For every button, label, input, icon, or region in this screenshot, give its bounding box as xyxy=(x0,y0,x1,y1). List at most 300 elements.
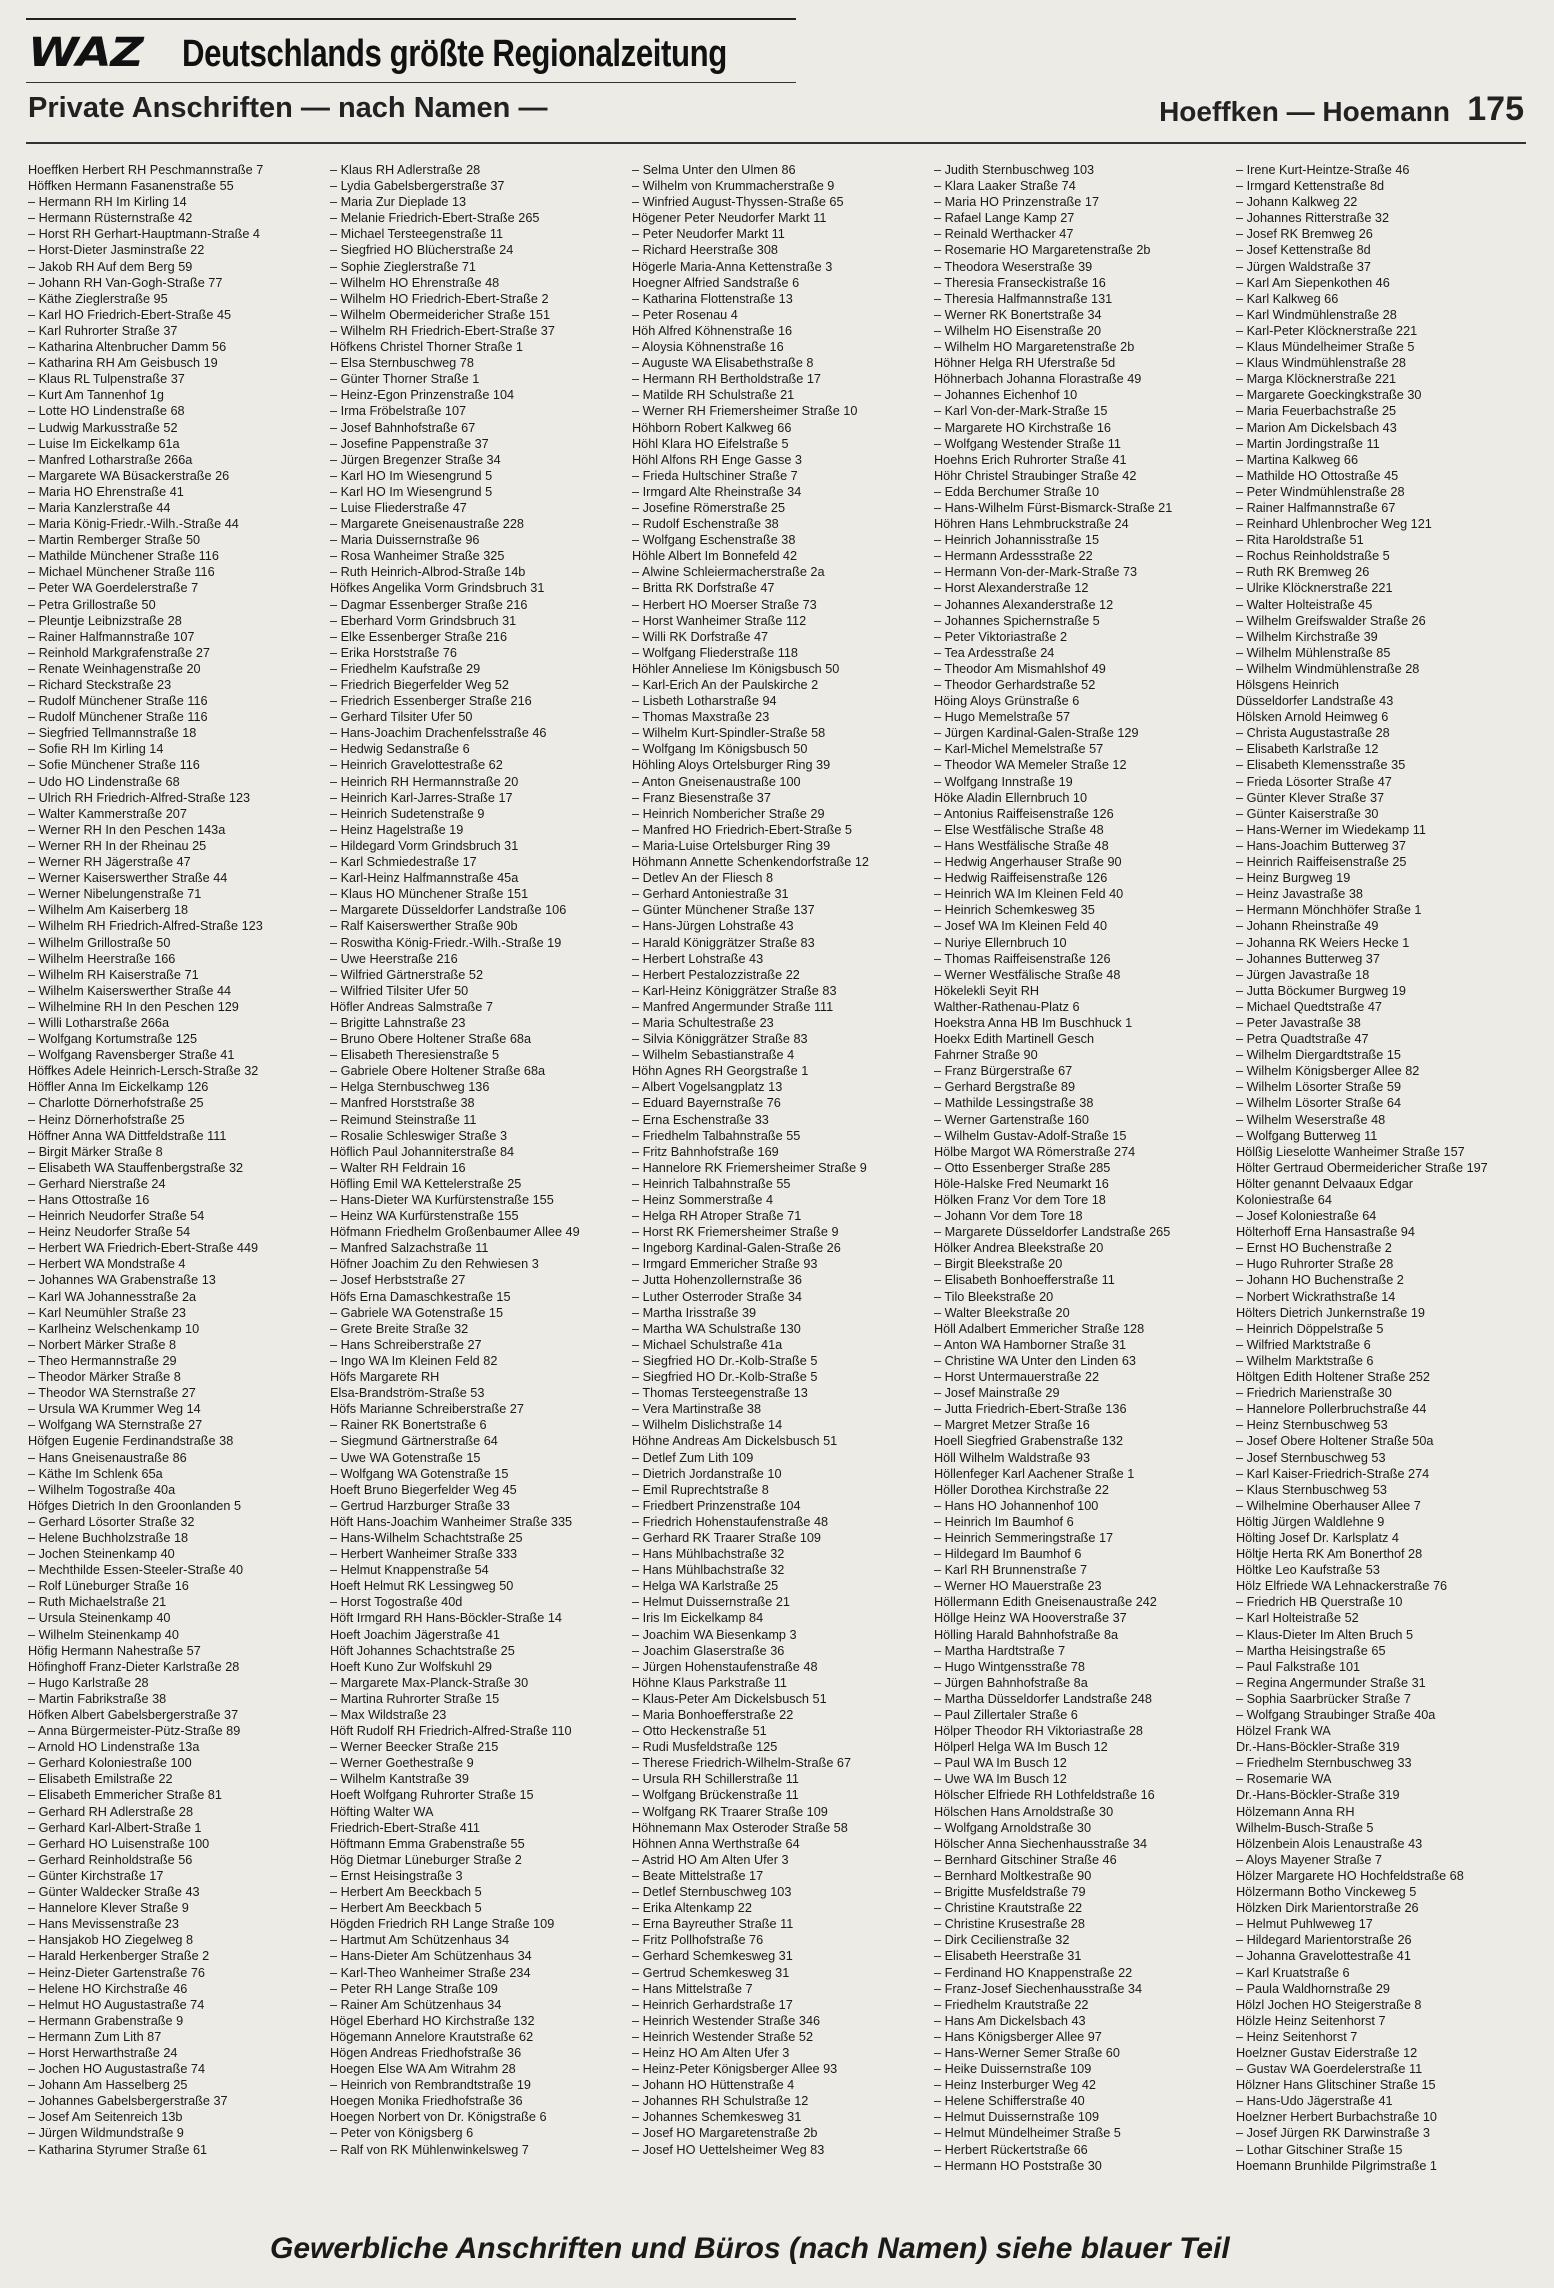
listing-entry: – Aloys Mayener Straße 7 xyxy=(1236,1852,1382,1867)
listing-entry: – Werner RH In den Peschen 143a xyxy=(28,822,226,837)
listing-entry: Höfig Hermann Nahestraße 57 xyxy=(28,1643,201,1658)
listing-entry: – Peter von Königsberg 6 xyxy=(330,2126,474,2141)
listing-entry: – Horst Wanheimer Straße 112 xyxy=(632,613,807,628)
listing-entry: – Hans-Wilhelm Schachtstraße 25 xyxy=(330,1530,523,1545)
listing-entry: – Heinrich von Rembrandtstraße 19 xyxy=(330,2078,531,2093)
listing-entry: – Josef HO Uettelsheimer Weg 83 xyxy=(632,2142,825,2157)
listing-entry: – Theodora Weserstraße 39 xyxy=(934,259,1093,274)
listing-entry: – Elisabeth Bonhoefferstraße 11 xyxy=(934,1273,1115,1288)
listing-entry: Höfling Emil WA Kettelerstraße 25 xyxy=(330,1176,522,1191)
listing-entry: Elsa-Brandström-Straße 53 xyxy=(330,1386,485,1401)
listing-entry: – Ruth RK Bremweg 26 xyxy=(1236,565,1370,580)
listing-entry: – Herbert Wanheimer Straße 333 xyxy=(330,1547,518,1562)
listing-entry: – Heinrich Semmeringstraße 17 xyxy=(934,1530,1114,1545)
listing-entry: Friedrich-Ebert-Straße 411 xyxy=(330,1820,480,1835)
listing-entry: – Walter Holteistraße 45 xyxy=(1236,597,1373,612)
listing-entry: – Horst Untermauerstraße 22 xyxy=(934,1370,1099,1385)
listing-entry: – Heinrich Nombericher Straße 29 xyxy=(632,806,825,821)
listing-entry: – Johann HO Hüttenstraße 4 xyxy=(632,2078,795,2093)
listing-entry: – Werner RH In der Rheinau 25 xyxy=(28,838,207,853)
listing-entry: – Elisabeth WA Stauffenbergstraße 32 xyxy=(28,1160,244,1175)
listing-entry: – Jochen HO Augustastraße 74 xyxy=(28,2062,206,2077)
listing-entry: – Elsa Sternbuschweg 78 xyxy=(330,356,474,371)
listing-entry: – Rosalie Schleswiger Straße 3 xyxy=(330,1128,507,1143)
listing-entry: – Wolfgang WA Gotenstraße 15 xyxy=(330,1466,509,1481)
listing-entry: Hoell Siegfried Grabenstraße 132 xyxy=(934,1434,1124,1449)
listing-entry: – Hannelore RK Friemersheimer Straße 9 xyxy=(632,1160,867,1175)
listing-entry: – Heinrich Westender Straße 52 xyxy=(632,2029,814,2044)
listing-entry: – Hermann Rüsternstraße 42 xyxy=(28,211,193,226)
listing-entry: – Frieda Lösorter Straße 47 xyxy=(1236,774,1392,789)
listing-entry: Höhne Klaus Parkstraße 11 xyxy=(632,1675,787,1690)
listing-entry: – Heinz WA Kurfürstenstraße 155 xyxy=(330,1209,519,1224)
listing-entry: – Wilhelm RH Friedrich-Ebert-Straße 37 xyxy=(330,323,555,338)
listing-entry: – Auguste WA Elisabethstraße 8 xyxy=(632,356,814,371)
listing-entry: Höhren Hans Lehmbruckstraße 24 xyxy=(934,517,1129,532)
listing-entry: – Nuriye Ellernbruch 10 xyxy=(934,935,1067,950)
listing-entry: – Hans HO Johannenhof 100 xyxy=(934,1498,1099,1513)
listing-entry: Höft Rudolf RH Friedrich-Alfred-Straße 110 xyxy=(330,1724,572,1739)
listing-entry: Höltje Herta RK Am Bonerthof 28 xyxy=(1236,1547,1423,1562)
listing-entry: – Manfred HO Friedrich-Ebert-Straße 5 xyxy=(632,822,852,837)
listing-entry: – Rafael Lange Kamp 27 xyxy=(934,211,1075,226)
listing-entry: – Heinrich Gravelottestraße 62 xyxy=(330,758,503,773)
listing-entry: – Petra Quadtstraße 47 xyxy=(1236,1032,1369,1047)
listing-entry: – Irmgard Alte Rheinstraße 34 xyxy=(632,484,802,499)
listing-entry: Hoegen Norbert von Dr. Königstraße 6 xyxy=(330,2110,547,2125)
listing-entry: – Hannelore Klever Straße 9 xyxy=(28,1901,189,1916)
listing-entry: – Gerhard Lösorter Straße 32 xyxy=(28,1514,195,1529)
listing-entry: – Ulrike Klöcknerstraße 221 xyxy=(1236,581,1393,596)
listing-entry: – Sophia Saarbrücker Straße 7 xyxy=(1236,1691,1411,1706)
listing-entry: – Heinz Neudorfer Straße 54 xyxy=(28,1225,191,1240)
listing-entry: – Rosa Wanheimer Straße 325 xyxy=(330,549,505,564)
listing-entry: Höhnen Anna Werthstraße 64 xyxy=(632,1836,800,1851)
listing-entry: – Detlef Zum Lith 109 xyxy=(632,1450,754,1465)
listing-entry: – Josef RK Bremweg 26 xyxy=(1236,227,1373,242)
listing-entry: – Helmut Mündelheimer Straße 5 xyxy=(934,2126,1121,2141)
listing-entry: – Wilhelm Am Kaiserberg 18 xyxy=(28,903,189,918)
listing-entry: – Siegfried Tellmannstraße 18 xyxy=(28,726,197,741)
listing-entry: – Theodor Gerhardstraße 52 xyxy=(934,678,1096,692)
listing-entry: – Manfred Salzachstraße 11 xyxy=(330,1241,489,1256)
listing-entry: – Wilhelm Heerstraße 166 xyxy=(28,951,176,966)
listing-entry: – Johannes Alexanderstraße 12 xyxy=(934,597,1114,612)
listing-entry: Hökelekli Seyit RH xyxy=(934,983,1040,998)
listing-entry: – Gerhard RK Traarer Straße 109 xyxy=(632,1530,821,1545)
listing-entry: – Jürgen Kardinal-Galen-Straße 129 xyxy=(934,726,1139,741)
listing-column-5 xyxy=(1236,162,1526,2174)
listing-entry: Höfs Margarete RH xyxy=(330,1370,440,1385)
listing-entry: – Paula Waldhornstraße 29 xyxy=(1236,1981,1390,1996)
listing-entry: – Maria HO Prinzenstraße 17 xyxy=(934,195,1099,210)
listing-entry: – Lisbeth Lotharstraße 94 xyxy=(632,694,777,709)
listing-entry: – Winfried August-Thyssen-Straße 65 xyxy=(632,195,844,210)
listing-entry: – Herbert WA Friedrich-Ebert-Straße 449 xyxy=(28,1241,259,1256)
listing-entry: – Erna Eschenstraße 33 xyxy=(632,1112,769,1127)
listing-entry: – Peter Neudorfer Markt 11 xyxy=(632,227,785,242)
listing-entry: – Wolfgang Kortumstraße 125 xyxy=(28,1032,198,1047)
listing-entry: – Sofie RH Im Kirling 14 xyxy=(28,742,164,757)
listing-entry: – Johann Rheinstraße 49 xyxy=(1236,919,1379,934)
listing-entry: – Werner Gartenstraße 160 xyxy=(934,1112,1089,1127)
listing-entry: – Erika Horststraße 76 xyxy=(330,645,457,660)
listing-entry: – Hedwig Sedanstraße 6 xyxy=(330,742,470,757)
listing-entry: – Wilhelm Gustav-Adolf-Straße 15 xyxy=(934,1128,1127,1143)
listing-entry: – Gerhard Nierstraße 24 xyxy=(28,1176,166,1191)
listing-entry: – Walter Kammerstraße 207 xyxy=(28,806,187,821)
listing-entry: Hölzner Hans Glitschiner Straße 15 xyxy=(1236,2078,1436,2093)
listing-entry: Höfgen Eugenie Ferdinandstraße 38 xyxy=(28,1434,234,1449)
listing-entry: – Werner RH Friemersheimer Straße 10 xyxy=(632,404,858,419)
listing-entry: – Maria Kanzlerstraße 44 xyxy=(28,500,171,515)
listing-entry: – Gertrud Schemkesweg 31 xyxy=(632,1965,790,1980)
listing-entry: – Norbert Märker Straße 8 xyxy=(28,1337,177,1352)
listing-entry: – Max Wildstraße 23 xyxy=(330,1708,447,1722)
listing-entry: – Helene HO Kirchstraße 46 xyxy=(28,1981,188,1996)
listing-entry: – Michael Tersteegenstraße 11 xyxy=(330,227,504,242)
listing-entry: – Klaus Mündelheimer Straße 5 xyxy=(1236,340,1415,355)
listing-entry: – Friedbert Prinzenstraße 104 xyxy=(632,1498,801,1513)
listing-entry: – Gerhard Koloniestraße 100 xyxy=(28,1756,192,1771)
listing-entry: – Anton Gneisenaustraße 100 xyxy=(632,774,801,789)
listing-entry: Höfinghoff Franz-Dieter Karlstraße 28 xyxy=(28,1659,240,1674)
listing-entry: – Heinz-Dieter Gartenstraße 76 xyxy=(28,1965,205,1980)
listing-entry: Högener Peter Neudorfer Markt 11 xyxy=(632,211,827,226)
listing-entry: – Helmut HO Augustastraße 74 xyxy=(28,1997,205,2012)
listing-entry: – Jürgen Wildmundstraße 9 xyxy=(28,2126,184,2141)
listing-entry: – Heinz-Egon Prinzenstraße 104 xyxy=(330,388,515,403)
listing-entry: – Theo Hermannstraße 29 xyxy=(28,1353,177,1368)
listing-entry: – Heinz Burgweg 19 xyxy=(1236,871,1351,886)
listing-entry: – Reinhold Markgrafenstraße 27 xyxy=(28,645,210,660)
listing-entry: Höflich Paul Johanniterstraße 84 xyxy=(330,1144,515,1159)
listing-entry: – Lothar Gitschiner Straße 15 xyxy=(1236,2142,1403,2157)
listing-entry: – Franz Biesenstraße 37 xyxy=(632,790,771,805)
listing-entry: – Wilhelm Togostraße 40a xyxy=(28,1482,176,1497)
listing-entry: – Elisabeth Theresienstraße 5 xyxy=(330,1048,500,1063)
listing-entry: – Hans-Dieter Am Schützenhaus 34 xyxy=(330,1949,532,1964)
listing-entry: – Klara Laaker Straße 74 xyxy=(934,179,1076,194)
listing-entry: – Irmgard Kettenstraße 8d xyxy=(1236,179,1385,194)
listing-entry: – Wolfgang Arnoldstraße 30 xyxy=(934,1820,1092,1835)
listing-entry: – Karl HO Im Wiesengrund 5 xyxy=(330,468,493,483)
listing-entry: – Günter Thorner Straße 1 xyxy=(330,372,480,387)
listing-entry: Hölzken Dirk Marientorstraße 26 xyxy=(1236,1901,1419,1916)
listing-entry: – Karl Kruatstraße 6 xyxy=(1236,1965,1350,1980)
listing-entry: – Wilhelm Königsberger Allee 82 xyxy=(1236,1064,1420,1079)
listing-entry: – Günter Klever Straße 37 xyxy=(1236,790,1385,805)
listing-entry: Höllermann Edith Gneisenaustraße 242 xyxy=(934,1595,1157,1610)
listing-entry: – Hans Westfälische Straße 48 xyxy=(934,838,1109,853)
listing-entry: – Johannes Schemkesweg 31 xyxy=(632,2110,802,2125)
listing-entry: – Heinz Dörnerhofstraße 25 xyxy=(28,1112,185,1127)
listing-entry: – Wolfgang RK Traarer Straße 109 xyxy=(632,1804,828,1819)
listing-entry: – Katharina Altenbrucher Damm 56 xyxy=(28,340,227,355)
listing-entry: – Gerhard Schemkesweg 31 xyxy=(632,1949,793,1964)
newspaper-logo: WAZ xyxy=(28,30,143,76)
listing-entry: – Ruth Heinrich-Albrod-Straße 14b xyxy=(330,565,526,580)
listing-entry: – Sofie Münchener Straße 116 xyxy=(28,758,200,773)
listing-entry: – Dagmar Essenberger Straße 216 xyxy=(330,597,528,612)
listing-entry: – Maria HO Ehrenstraße 41 xyxy=(28,484,184,499)
listing-entry: – Anton WA Hamborner Straße 31 xyxy=(934,1337,1127,1352)
listing-entry: – Johann Kalkweg 22 xyxy=(1236,195,1358,210)
listing-entry: – Uwe WA Im Busch 12 xyxy=(934,1772,1067,1787)
name-range: Hoeffken — Hoemann xyxy=(1159,96,1450,127)
listing-entry: – Werner HO Mauerstraße 23 xyxy=(934,1579,1102,1594)
listing-entry: – Norbert Wickrathstraße 14 xyxy=(1236,1289,1396,1304)
listing-entry: – Walter Bleekstraße 20 xyxy=(934,1305,1070,1320)
listing-entry: – Detlef Sternbuschweg 103 xyxy=(632,1885,792,1900)
listing-entry: – Irmgard Emmericher Straße 93 xyxy=(632,1257,818,1272)
listing-entry: Hölker Andrea Bleekstraße 20 xyxy=(934,1241,1104,1256)
listing-entry: Höh Alfred Köhnenstraße 16 xyxy=(632,323,793,338)
listing-entry: – Heinrich Neudorfer Straße 54 xyxy=(28,1209,205,1224)
listing-entry: – Helene Buchholzstraße 18 xyxy=(28,1530,189,1545)
listing-entry: – Heinz Insterburger Weg 42 xyxy=(934,2078,1096,2093)
listing-entry: – Johannes Eichenhof 10 xyxy=(934,388,1078,403)
listing-entry: Hölzle Heinz Seitenhorst 7 xyxy=(1236,2013,1386,2028)
listing-entry: – Antonius Raiffeisenstraße 126 xyxy=(934,806,1114,821)
listing-entry: – Martha WA Schulstraße 130 xyxy=(632,1321,801,1336)
listing-entry: – Josef Jürgen RK Darwinstraße 3 xyxy=(1236,2126,1430,2141)
listing-entry: – Lydia Gabelsbergerstraße 37 xyxy=(330,179,505,194)
listing-entry: – Hans Am Dickelsbach 43 xyxy=(934,2013,1086,2028)
listing-entry: – Fritz Pollhofstraße 76 xyxy=(632,1933,764,1948)
listing-entry: – Wolfgang Im Königsbusch 50 xyxy=(632,742,808,757)
listing-entry: – Melanie Friedrich-Ebert-Straße 265 xyxy=(330,211,540,226)
listing-entry: Höhler Anneliese Im Königsbusch 50 xyxy=(632,661,840,676)
listing-column-4 xyxy=(934,162,1224,2174)
listing-entry: – Karl Schmiedestraße 17 xyxy=(330,855,477,870)
listing-entry: – Heinrich Talbahnstraße 55 xyxy=(632,1176,791,1191)
listing-entry: – Karl HO Im Wiesengrund 5 xyxy=(330,484,493,499)
listing-entry: – Wilhelmine RH In den Peschen 129 xyxy=(28,999,239,1014)
listing-entry: – Rainer Halfmannstraße 107 xyxy=(28,629,195,644)
listing-entry: – Karl-Heinz Königgrätzer Straße 83 xyxy=(632,983,837,998)
listing-entry: – Roswitha König-Friedr.-Wilh.-Straße 19 xyxy=(330,935,562,950)
listing-entry: – Ralf Kaiserswerther Straße 90b xyxy=(330,919,518,934)
listing-entry: – Paul Falkstraße 101 xyxy=(1236,1659,1361,1674)
listing-entry: – Herbert WA Mondstraße 4 xyxy=(28,1257,186,1272)
listing-entry: – Manfred Horststraße 38 xyxy=(330,1096,475,1111)
listing-entry: – Wilfried Tilsiter Ufer 50 xyxy=(330,983,469,998)
listing-entry: – Helga RH Atroper Straße 71 xyxy=(632,1209,802,1224)
listing-entry: – Johannes WA Grabenstraße 13 xyxy=(28,1273,216,1288)
listing-entry: – Jürgen Hohenstaufenstraße 48 xyxy=(632,1659,818,1674)
listing-entry: Höfges Dietrich In den Groonlanden 5 xyxy=(28,1498,241,1513)
listing-entry: – Siegfried HO Dr.-Kolb-Straße 5 xyxy=(632,1370,818,1385)
listing-entry: Hölzel Frank WA xyxy=(1236,1724,1331,1739)
listing-entry: – Rainer Halfmannstraße 67 xyxy=(1236,500,1396,515)
listing-entry: – Martha Heisingstraße 65 xyxy=(1236,1643,1386,1658)
listing-entry: Höffken Hermann Fasanenstraße 55 xyxy=(28,179,234,194)
listing-entry: – Horst-Dieter Jasminstraße 22 xyxy=(28,243,205,258)
listing-entry: – Karl-Heinz Halfmannstraße 45a xyxy=(330,871,519,886)
listing-entry: – Rainer RK Bonertstraße 6 xyxy=(330,1418,487,1433)
listing-entry: Hölting Josef Dr. Karlsplatz 4 xyxy=(1236,1530,1399,1545)
listing-entry: – Margarete Düsseldorfer Landstraße 265 xyxy=(934,1225,1171,1240)
listing-entry: – Hedwig Raiffeisenstraße 126 xyxy=(934,871,1108,886)
listing-entry: – Brigitte Musfeldstraße 79 xyxy=(934,1885,1086,1900)
listing-entry: – Johann Vor dem Tore 18 xyxy=(934,1209,1083,1224)
listing-entry: – Günter Münchener Straße 137 xyxy=(632,903,815,918)
listing-entry: – Pleuntje Leibnizstraße 28 xyxy=(28,613,182,628)
listing-entry: – Johannes Butterweg 37 xyxy=(1236,951,1380,966)
listing-entry: – Peter RH Lange Straße 109 xyxy=(330,1981,498,1996)
listing-entry: – Josefine Pappenstraße 37 xyxy=(330,436,489,451)
listing-entry: – Jürgen Bregenzer Straße 34 xyxy=(330,452,501,467)
listing-entry: – Elisabeth Klemensstraße 35 xyxy=(1236,758,1406,773)
listing-entry: – Josefine Römerstraße 25 xyxy=(632,500,786,515)
listing-entry: Höhne Andreas Am Dickelsbusch 51 xyxy=(632,1434,838,1449)
listing-entry: – Theodor Märker Straße 8 xyxy=(28,1370,181,1385)
listing-entry: – Manfred Lotharstraße 266a xyxy=(28,452,193,467)
listing-entry: Hölperl Helga WA Im Busch 12 xyxy=(934,1740,1108,1755)
listing-entry: Hölßig Lieselotte Wanheimer Straße 157 xyxy=(1236,1144,1465,1159)
listing-entry: – Friedrich Hohenstaufenstraße 48 xyxy=(632,1514,829,1529)
listing-entry: – Wilhelm Weserstraße 48 xyxy=(1236,1112,1386,1127)
listing-entry: Hoelzner Herbert Burbachstraße 10 xyxy=(1236,2110,1437,2125)
listing-entry: – Beate Mittelstraße 17 xyxy=(632,1868,764,1883)
listing-entry: – Rochus Reinholdstraße 5 xyxy=(1236,549,1390,564)
listing-entry: Höhnerbach Johanna Florastraße 49 xyxy=(934,372,1142,387)
listing-entry: – Gertrud Harzburger Straße 33 xyxy=(330,1498,510,1513)
listing-entry: – Klaus Windmühlenstraße 28 xyxy=(1236,356,1406,371)
listing-entry: – Michael Schulstraße 41a xyxy=(632,1337,783,1352)
listing-entry: Hölz Elfriede WA Lehnackerstraße 76 xyxy=(1236,1579,1448,1594)
listing-entry: – Arnold HO Lindenstraße 13a xyxy=(28,1740,200,1755)
listing-entry: Höfner Joachim Zu den Rehwiesen 3 xyxy=(330,1257,539,1272)
listing-entry: – Luther Osterroder Straße 34 xyxy=(632,1289,802,1304)
listing-entry: Höft Irmgard RH Hans-Böckler-Straße 14 xyxy=(330,1611,562,1626)
listing-entry: – Wolfgang Eschenstraße 38 xyxy=(632,533,796,548)
listing-entry: – Margarete Gneisenaustraße 228 xyxy=(330,517,524,532)
listing-entry: – Herbert HO Moerser Straße 73 xyxy=(632,597,817,612)
listing-entry: – Friedhelm Krautstraße 22 xyxy=(934,1997,1089,2012)
listing-entry: – Ursula RH Schillerstraße 11 xyxy=(632,1772,799,1787)
listing-entry: – Gerhard Reinholdstraße 56 xyxy=(28,1852,193,1867)
listing-entry: – Ernst HO Buchenstraße 2 xyxy=(1236,1241,1392,1256)
listing-entry: – Ingo WA Im Kleinen Feld 82 xyxy=(330,1353,498,1368)
listing-entry: – Josef Sternbuschweg 53 xyxy=(1236,1450,1386,1465)
listing-entry: – Karl Kalkweg 66 xyxy=(1236,291,1339,306)
listing-entry: – Thomas Maxstraße 23 xyxy=(632,710,770,725)
listing-entry: – Uwe Heerstraße 216 xyxy=(330,951,458,966)
listing-entry: Hölzemann Anna RH xyxy=(1236,1804,1355,1819)
listing-entry: – Ludwig Markusstraße 52 xyxy=(28,420,178,435)
listing-entry: Walther-Rathenau-Platz 6 xyxy=(934,999,1080,1014)
listing-entry: Höltig Jürgen Waldlehne 9 xyxy=(1236,1514,1385,1529)
listing-entry: – Ralf von RK Mühlenwinkelsweg 7 xyxy=(330,2142,529,2157)
listing-entry: – Brigitte Lahnstraße 23 xyxy=(330,1015,466,1030)
listing-column-2 xyxy=(330,162,620,2158)
listing-entry: – Siegmund Gärtnerstraße 64 xyxy=(330,1434,498,1449)
listing-entry: – Heinz-Peter Königsberger Allee 93 xyxy=(632,2062,838,2077)
listing-entry: Höftmann Emma Grabenstraße 55 xyxy=(330,1836,525,1851)
listing-entry: – Ferdinand HO Knappenstraße 22 xyxy=(934,1965,1133,1980)
listing-entry: – Karl-Michel Memelstraße 57 xyxy=(934,742,1104,757)
listing-entry: – Frieda Hultschiner Straße 7 xyxy=(632,468,798,483)
listing-entry: – Josef WA Im Kleinen Feld 40 xyxy=(934,919,1108,934)
listing-entry: – Martin Jordingstraße 11 xyxy=(1236,436,1380,451)
listing-entry: – Ruth Michaelstraße 21 xyxy=(28,1595,167,1610)
listing-entry: – Friedrich HB Querstraße 10 xyxy=(1236,1595,1403,1610)
listing-entry: Hölschen Hans Arnoldstraße 30 xyxy=(934,1804,1114,1819)
listing-entry: – Christine Krusestraße 28 xyxy=(934,1917,1085,1932)
listing-entry: – Hans Ottostraße 16 xyxy=(28,1193,150,1207)
listing-entry: – Luise Im Eickelkamp 61a xyxy=(28,436,180,451)
listing-entry: – Marion Am Dickelsbach 43 xyxy=(1236,420,1397,435)
listing-entry: – Aloysia Köhnenstraße 16 xyxy=(632,340,784,355)
listing-entry: – Mathilde Lessingstraße 38 xyxy=(934,1096,1094,1111)
listing-entry: – Detlev An der Fliesch 8 xyxy=(632,871,774,886)
listing-entry: – Jutta Böckumer Burgweg 19 xyxy=(1236,983,1406,998)
listing-entry: – Hildegard Vorm Grindsbruch 31 xyxy=(330,838,519,853)
listing-entry: Hoeft Joachim Jägerstraße 41 xyxy=(330,1627,500,1642)
listing-entry: – Wilhelm RH Kaiserstraße 71 xyxy=(28,967,199,982)
listing-entry: – Wolfgang Straubinger Straße 40a xyxy=(1236,1708,1436,1722)
listing-entry: – Jochen Steinenkamp 40 xyxy=(28,1547,175,1562)
listing-entry: – Rosemarie HO Margaretenstraße 2b xyxy=(934,243,1151,258)
listing-entry: – Maria-Luise Ortelsburger Ring 39 xyxy=(632,838,831,853)
listing-entry: – Ursula WA Krummer Weg 14 xyxy=(28,1402,201,1417)
listing-entry: – Horst Herwarthstraße 24 xyxy=(28,2045,178,2060)
listing-entry: – Gabriele Obere Holtener Straße 68a xyxy=(330,1064,546,1079)
listing-entry: – Herbert Am Beeckbach 5 xyxy=(330,1885,482,1900)
listing-entry: – Peter Viktoriastraße 2 xyxy=(934,629,1068,644)
listing-entry: Hölsgens Heinrich xyxy=(1236,678,1339,692)
listing-entry: – Hans-Dieter WA Kurfürstenstraße 155 xyxy=(330,1193,554,1207)
listing-entry: – Peter Rosenau 4 xyxy=(632,307,738,322)
listing-entry: – Franz Bürgerstraße 67 xyxy=(934,1064,1073,1079)
listing-entry: – Iris Im Eickelkamp 84 xyxy=(632,1611,764,1626)
listing-entry: – Wilhelm HO Ehrenstraße 48 xyxy=(330,275,500,290)
listing-entry: – Johannes Gabelsbergerstraße 37 xyxy=(28,2094,228,2109)
listing-entry: – Wilhelm Mühlenstraße 85 xyxy=(1236,645,1391,660)
listing-entry: Hoekstra Anna HB Im Buschhuck 1 xyxy=(934,1015,1133,1030)
listing-entry: Höft Johannes Schachtstraße 25 xyxy=(330,1643,515,1658)
listing-entry: – Friedrich Marienstraße 30 xyxy=(1236,1386,1392,1401)
listing-entry: – Judith Sternbuschweg 103 xyxy=(934,163,1095,177)
listing-entry: – Peter WA Goerdelerstraße 7 xyxy=(28,581,199,596)
listing-entry: – Josef Obere Holtener Straße 50a xyxy=(1236,1434,1434,1449)
listing-entry: – Ernst Heisingstraße 3 xyxy=(330,1868,463,1883)
listing-entry: – Jürgen Bahnhofstraße 8a xyxy=(934,1675,1088,1690)
listing-entry: – Bernhard Moltkestraße 90 xyxy=(934,1868,1092,1883)
listing-entry: – Wolfgang Butterweg 11 xyxy=(1236,1128,1378,1143)
listing-entry: – Wolfgang Fliederstraße 118 xyxy=(632,645,798,660)
listing-entry: – Johanna RK Weiers Hecke 1 xyxy=(1236,935,1410,950)
listing-entry: – Selma Unter den Ulmen 86 xyxy=(632,163,796,177)
listing-entry: – Klaus RL Tulpenstraße 37 xyxy=(28,372,185,387)
listing-entry: – Hedwig Angerhauser Straße 90 xyxy=(934,855,1122,870)
listing-entry: – Margarete HO Kirchstraße 16 xyxy=(934,420,1111,435)
listing-entry: Hoegen Else WA Am Witrahm 28 xyxy=(330,2062,516,2077)
listing-entry: Höhn Agnes RH Georgstraße 1 xyxy=(632,1064,809,1079)
listing-entry: – Theodor WA Sternstraße 27 xyxy=(28,1386,196,1401)
listing-entry: Höfs Marianne Schreiberstraße 27 xyxy=(330,1402,524,1417)
listing-entry: – Hartmut Am Schützenhaus 34 xyxy=(330,1933,510,1948)
page-number: 175 xyxy=(1467,90,1524,128)
listing-entry: – Wolfgang Ravensberger Straße 41 xyxy=(28,1048,235,1063)
listing-entry: – Hugo Karlstraße 28 xyxy=(28,1675,149,1690)
listing-entry: – Thomas Tersteegenstraße 13 xyxy=(632,1386,808,1401)
listing-entry: – Günter Waldecker Straße 43 xyxy=(28,1885,200,1900)
listing-entry: – Johann HO Buchenstraße 2 xyxy=(1236,1273,1404,1288)
listing-entry: Koloniestraße 64 xyxy=(1236,1193,1332,1207)
